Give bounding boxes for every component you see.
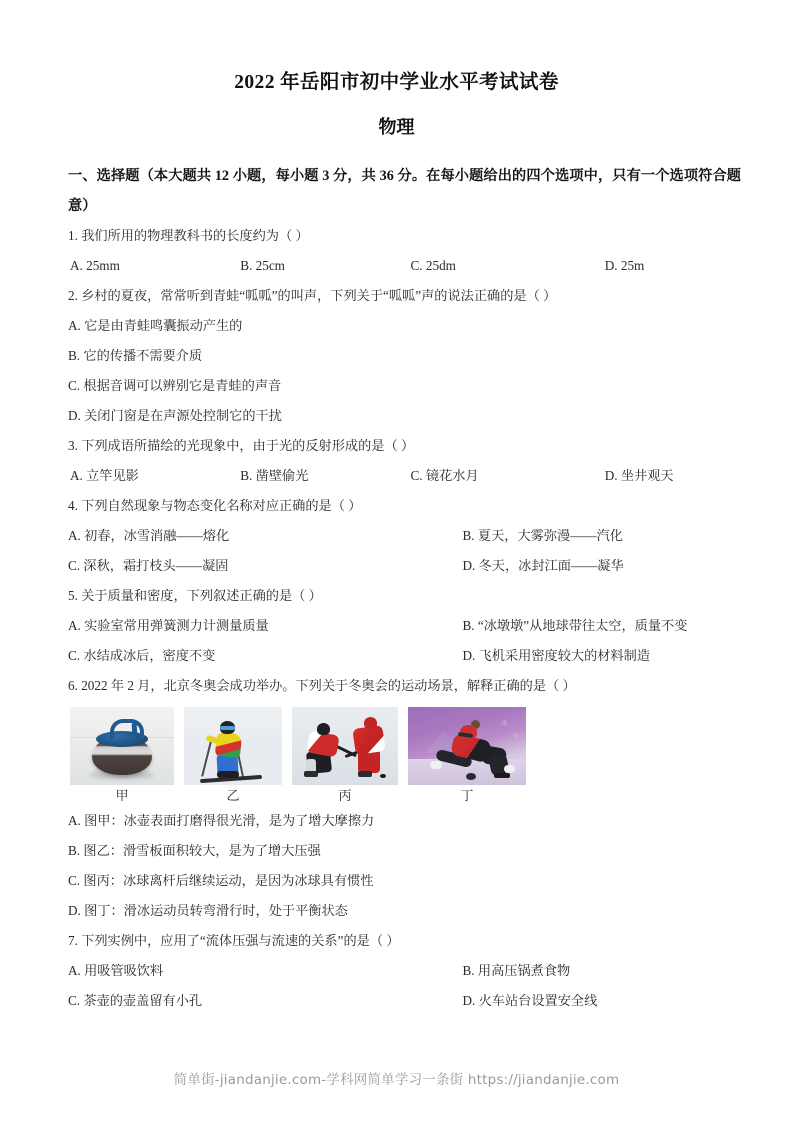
option-c[interactable]: C. 镜花水月: [410, 468, 479, 483]
curling-stone-image: [70, 707, 174, 785]
question-4: [68, 491, 741, 581]
option-b[interactable]: B. 图乙：滑雪板面积较大，是为了增大压强: [68, 843, 321, 858]
figure-caption: 乙: [226, 788, 240, 803]
figure-speed-skater: [408, 707, 526, 806]
option-a[interactable]: A. 实验室常用弹簧测力计测量质量: [68, 618, 269, 633]
option-list: [68, 341, 741, 371]
question-stem: 1. 我们所用的物理教科书的长度约为（ ）: [68, 228, 309, 243]
option-b[interactable]: B. 夏天，大雾弥漫——汽化: [462, 528, 623, 543]
skier-image: [184, 707, 282, 785]
question-6: [68, 671, 741, 926]
question-3: [68, 431, 741, 491]
option-a[interactable]: A. 它是由青蛙鸣囊振动产生的: [68, 318, 243, 333]
option-list: [68, 806, 741, 836]
option-a[interactable]: A. 用吸管吸饮料: [68, 963, 164, 978]
option-d[interactable]: D. 关闭门窗是在声源处控制它的干扰: [68, 408, 282, 423]
figure-skier: [184, 707, 282, 806]
option-list: [68, 836, 741, 866]
option-list: [68, 251, 741, 281]
figure-row: [70, 707, 741, 806]
option-b[interactable]: B. “冰墩墩”从地球带往太空，质量不变: [462, 618, 688, 633]
question-1: [68, 221, 741, 281]
option-list: [68, 461, 741, 491]
question-7: [68, 926, 741, 1016]
option-d[interactable]: D. 25m: [604, 258, 645, 273]
footer-watermark: 简单街-jiandanjie.com-学科网简单学习一条街 https://jiandanjie.com: [173, 1072, 620, 1088]
option-c[interactable]: C. 根据音调可以辨别它是青蛙的声音: [68, 378, 282, 393]
option-d[interactable]: D. 火车站台设置安全线: [462, 993, 598, 1008]
option-list: [68, 611, 741, 641]
figure-curling: [70, 707, 174, 806]
option-list: [68, 986, 741, 1016]
figure-caption: 丙: [338, 788, 352, 803]
question-stem: 5. 关于质量和密度，下列叙述正确的是（ ）: [68, 588, 322, 603]
option-c[interactable]: C. 25dm: [410, 258, 456, 273]
section-heading: 一、选择题（本大题共 12 小题，每小题 3 分，共 36 分。在每小题给出的四个选项中，只有一个选项符合题意）: [68, 168, 741, 214]
question-2: [68, 281, 741, 431]
question-5: [68, 581, 741, 671]
option-list: [68, 551, 741, 581]
option-b[interactable]: B. 凿壁偷光: [240, 468, 309, 483]
option-list: [68, 521, 741, 551]
option-list: [68, 401, 741, 431]
option-list: [68, 866, 741, 896]
option-a[interactable]: A. 初春，冰雪消融——熔化: [68, 528, 230, 543]
option-b[interactable]: B. 它的传播不需要介质: [68, 348, 203, 363]
figure-ice-hockey: [292, 707, 398, 806]
figure-caption: 丁: [460, 788, 474, 803]
option-list: [68, 956, 741, 986]
option-list: [68, 641, 741, 671]
figure-caption: 甲: [115, 788, 129, 803]
speed-skater-image: ❄ ❄: [408, 707, 526, 785]
option-d[interactable]: D. 冬天，冰封江面——凝华: [462, 558, 624, 573]
option-c[interactable]: C. 图丙：冰球离杆后继续运动，是因为冰球具有惯性: [68, 873, 374, 888]
option-c[interactable]: C. 水结成冰后，密度不变: [68, 648, 216, 663]
option-b[interactable]: B. 25cm: [240, 258, 285, 273]
option-d[interactable]: D. 坐井观天: [604, 468, 674, 483]
exam-content: [0, 161, 793, 1016]
ice-hockey-image: [292, 707, 398, 785]
option-list: [68, 311, 741, 341]
question-stem: 3. 下列成语所描绘的光现象中，由于光的反射形成的是（ ）: [68, 438, 415, 453]
option-c[interactable]: C. 茶壶的壶盖留有小孔: [68, 993, 203, 1008]
option-b[interactable]: B. 用高压锅煮食物: [462, 963, 571, 978]
question-stem: 4. 下列自然现象与物态变化名称对应正确的是（ ）: [68, 498, 362, 513]
option-list: [68, 371, 741, 401]
option-a[interactable]: A. 立竿见影: [70, 468, 139, 483]
option-d[interactable]: D. 图丁：滑冰运动员转弯滑行时，处于平衡状态: [68, 903, 348, 918]
option-a[interactable]: A. 25mm: [70, 258, 120, 273]
question-stem: 6. 2022 年 2 月，北京冬奥会成功举办。下列关于冬奥会的运动场景，解释正确的是（ ）: [68, 678, 576, 693]
question-stem: 7. 下列实例中，应用了“流体压强与流速的关系”的是（ ）: [68, 933, 400, 948]
question-stem: 2. 乡村的夏夜，常常听到青蛙“呱呱”的叫声，下列关于“呱呱”声的说法正确的是（ ）: [68, 288, 557, 303]
option-d[interactable]: D. 飞机采用密度较大的材料制造: [462, 648, 651, 663]
subject-title: 物理: [378, 117, 415, 137]
option-list: [68, 896, 741, 926]
option-c[interactable]: C. 深秋，霜打枝头——凝固: [68, 558, 229, 573]
page-title: 2022 年岳阳市初中学业水平考试试卷: [234, 72, 559, 93]
option-a[interactable]: A. 图甲：冰壶表面打磨得很光滑，是为了增大摩擦力: [68, 813, 375, 828]
